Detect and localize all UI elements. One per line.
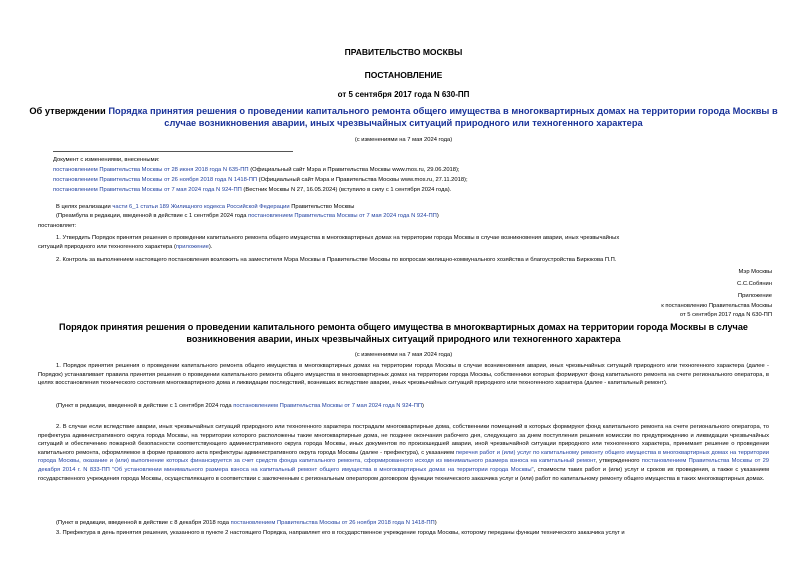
housing-code-link[interactable]: части 6_1 статьи 189 Жилищного кодекса Российской Федерации xyxy=(112,204,290,210)
section-2 xyxy=(38,423,769,483)
amendment-item xyxy=(53,176,468,184)
document-date-number: от 5 сентября 2017 года N 630-ПП xyxy=(337,90,470,99)
appendix-date: от 5 сентября 2017 года N 630-ПП xyxy=(679,312,772,318)
signer-name: С.С.Собянин xyxy=(737,281,772,287)
clause-1-text: ситуаций природного или техногенного характера ( xyxy=(38,244,176,250)
note-text-end: ) xyxy=(422,403,424,409)
amendment-link[interactable]: постановлением Правительства Москвы от 28 июня 2018 года N 635-ПП xyxy=(53,167,249,173)
section-2-note xyxy=(56,519,437,527)
procedure-amendment-note: (с изменениями на 7 мая 2024 года) xyxy=(354,352,453,358)
preamble-text-end: ) xyxy=(436,213,439,219)
title-prefix: Об утверждении xyxy=(29,106,109,116)
preamble-note xyxy=(56,212,439,220)
note-text: (Пункт в редакции, введенной в действие с 8 декабря 2018 года xyxy=(56,520,231,526)
section-1-note xyxy=(56,402,424,410)
amendments-intro: Документ с изменениями, внесенными: xyxy=(53,157,160,163)
amendment-link[interactable]: постановлением Правительства Москвы от 26 ноября 2018 года N 1418-ПП xyxy=(53,177,258,183)
section-1: 1. Порядок принятия решения о проведении капитального ремонта общего имущества в многоквартирных домах на территории города Москвы в случае возникновения аварии, иных чрезвычайных ситуаций природного или техногенного характера (далее - Порядок) устанавливает правила принятия решения о проведении капитального ремонта общего имущества в многоквартирных домах на территории города Москвы, собственники которых формируют фонд капитального ремонта на счете регионального оператора, в целях восстановления технического состояния многоквартирного дома и ликвидации последствий, возникших вследствие аварии, иных чрезвычайных ситуаций природного или техногенного характера (далее - капитальный ремонт). xyxy=(38,363,769,387)
appendix-reference: к постановлению Правительства Москвы xyxy=(661,303,772,309)
clause-1-continued xyxy=(38,243,212,251)
clause-1: 1. Утвердить Порядок принятия решения о проведении капитального ремонта общего имущества в многоквартирных домах на территории города Москвы в случае возникновения аварии, иных чрезвычайных xyxy=(56,235,620,241)
procedure-title-line-2: возникновения аварии, иных чрезвычайных ситуаций природного или техногенного характера xyxy=(186,334,621,344)
title-link[interactable]: Порядка принятия решения о проведении капитального ремонта общего имущества в многоквартирных домах на территории города Москвы в xyxy=(108,106,778,116)
section-2-note-link[interactable]: постановлением Правительства Москвы от 26 ноября 2018 года N 1418-ПП xyxy=(230,520,435,526)
section-2-text-end: , стоимости таких работ и (или) услуг и сроков их проведения, а также с указанием государственного учреждения города Москвы, осуществляющего в соответствии с заключенным с региональным оператором договором функции технического заказчика услуг и (или) работ по капитальному ремонту общего имущества в таких многоквартирных домах. xyxy=(38,466,769,482)
divider xyxy=(53,151,293,152)
amendment-source: (Официальный сайт Мэра и Правительства Москвы www.mos.ru, 29.06.2018); xyxy=(248,167,460,173)
purpose-text-end: Правительство Москвы xyxy=(289,204,355,210)
clause-2: 2. Контроль за выполнением настоящего постановления возложить на заместителя Мэра Москвы в Правительстве Москвы по вопросам жилищно-коммунального хозяйства и благоустройства Бирюкова П.П. xyxy=(56,257,617,263)
purpose-text: В целях реализации xyxy=(56,204,113,210)
note-text-end: ) xyxy=(434,520,437,526)
clause-1-text-end: ). xyxy=(208,244,213,250)
purpose-line xyxy=(56,203,354,211)
amendment-note: (с изменениями на 7 мая 2024 года) xyxy=(354,137,453,143)
section-3: 3. Префектура в день принятия решения, указанного в пункте 2 настоящего Порядка, направляет его в государственное учреждение города Москвы, которому переданы функции технического заказчика услуг и xyxy=(56,530,625,536)
amendment-link[interactable]: постановлением Правительства Москвы от 7 мая 2024 года N 924-ПП xyxy=(53,187,242,193)
procedure-title xyxy=(20,321,787,345)
note-text: (Пункт в редакции, введенной в действие с 1 сентября 2024 года xyxy=(56,403,234,409)
section-1-note-link[interactable]: постановлением Правительства Москвы от 7 мая 2024 года N 924-ПП xyxy=(233,403,423,409)
decree-833-link[interactable]: постановлением Правительства Москвы от 29 декабря 2014 г. N 833-ПП "Об установлении минимального размера взноса на капитальный ремонт общего имущества в многоквартирных домах на территории города Москвы" xyxy=(38,458,770,473)
appendix-label: Приложение xyxy=(737,293,772,299)
procedure-title-line-1: Порядок принятия решения о проведении капитального ремонта общего имущества в многоквартирных домах на территории города Москвы в случае xyxy=(59,322,748,332)
section-2-text-mid: , утвержденного xyxy=(595,458,642,465)
section-2-text: 2. В случае если вследствие аварии, иных чрезвычайных ситуаций природного или техногенного характера пострадали многоквартирные дома, собственники помещений в которых формируют фонд капитального ремонта на счете регионального оператора, то префектура административного округа города Москвы, на территории которого расположены такие многоквартирные дома, не позднее окончания рабочего дня, следующего за днем поступления решения комиссии по предупреждению и ликвидации чрезвычайных ситуаций и обеспечению пожарной безопасности соответствующего административного округа города Москвы, иных документов по произошедшей аварии, иной чрезвычайной ситуации природного или техногенного характера, принимает решение о проведении капитального ремонта, оформляемое в форме правового акта префектуры административного округа города Москвы (далее - префектура), с указанием xyxy=(38,424,769,456)
title-link-continued[interactable]: случае возникновения аварии, иных чрезвычайных ситуаций природного или техногенного характера xyxy=(164,118,643,128)
amendment-source: (Вестник Москвы N 27, 16.05.2024) (вступило в силу с 1 сентября 2024 года). xyxy=(241,187,452,193)
decree-word: постановляет: xyxy=(38,223,77,229)
works-list-link[interactable]: перечня работ и (или) услуг по капитальному ремонту общего имущества в многоквартирных домах на территории города Москвы, оказание и (или) выполнение которых финансируется за счет средств фонда капитального ремонта, сформированного исходя из минимального размера взноса на капитальный ремонт xyxy=(38,449,769,465)
amendment-item xyxy=(53,166,460,174)
document-title xyxy=(20,105,787,129)
amendment-item xyxy=(53,186,451,194)
preamble-link[interactable]: постановлением Правительства Москвы от 7 мая 2024 года N 924-ПП xyxy=(248,213,437,219)
government-heading: ПРАВИТЕЛЬСТВО МОСКВЫ xyxy=(344,47,463,57)
preamble-text: (Преамбула в редакции, введенной в действие с 1 сентября 2024 года xyxy=(56,213,249,219)
amendment-source: (Официальный сайт Мэра и Правительства Москвы www.mos.ru, 27.11.2018); xyxy=(257,177,468,183)
signer-title: Мэр Москвы xyxy=(738,269,772,275)
document-type-heading: ПОСТАНОВЛЕНИЕ xyxy=(364,70,443,80)
appendix-link[interactable]: приложение xyxy=(175,244,209,250)
